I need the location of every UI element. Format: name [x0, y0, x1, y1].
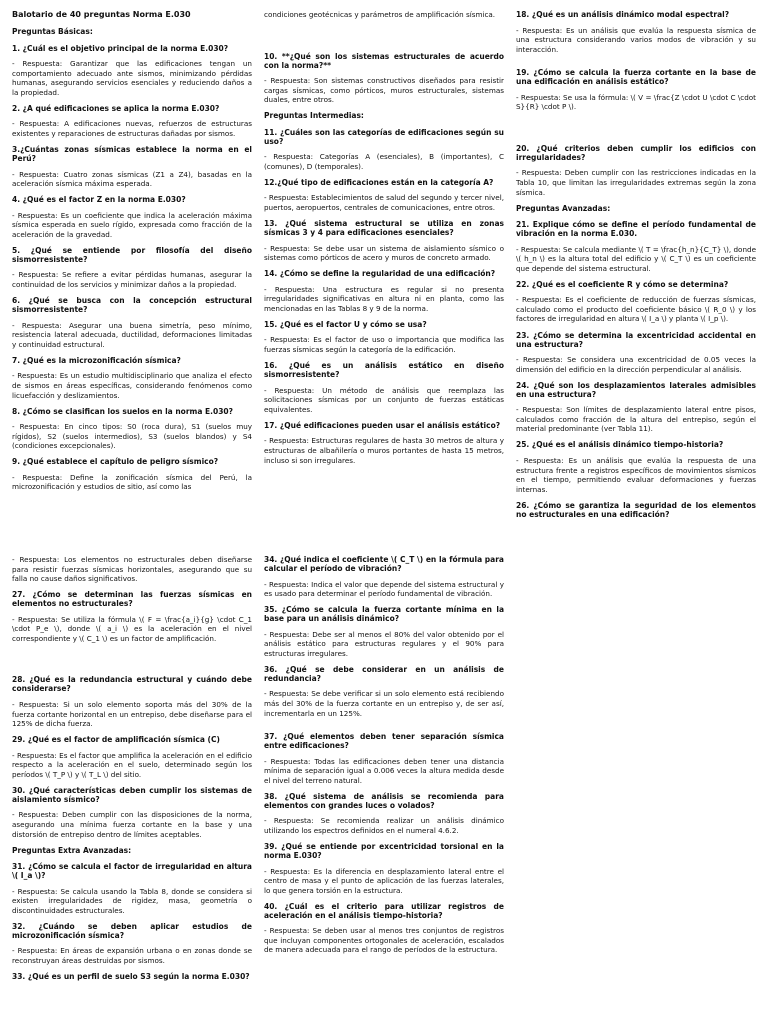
question-block-14	[264, 269, 504, 313]
answer-26: - Respuesta: Los elementos no estructurales deben diseñarse para resistir fuerzas sísmicas horizontales, asegurando que su falla no cause daños significativos.	[12, 555, 252, 584]
question-block-37	[264, 732, 504, 785]
question-block-25	[516, 440, 756, 494]
question-block-22	[516, 280, 756, 324]
answer-36: - Respuesta: Se debe verificar si un solo elemento está recibiendo más del 30% de la fuerza cortante en un entrepiso y, de ser así, incrementarla en un 125%.	[264, 689, 504, 718]
answer-15: - Respuesta: Es el factor de uso o importancia que modifica las fuerzas sísmicas según la categoría de la edificación.	[264, 335, 504, 355]
answer-21: - Respuesta: Se calcula mediante \( T = \frac{h_n}{C_T} \), donde \( h_n \) es la altura total del edificio y \( C_T \) es un coeficiente que depende del sistema estructural.	[516, 244, 756, 273]
answer-3: - Respuesta: Cuatro zonas sísmicas (Z1 a Z4), basadas en la aceleración sísmica máxima esperada.	[12, 169, 252, 189]
answer-23: - Respuesta: Se considera una excentricidad de 0.05 veces la dimensión del edificio en la dirección perpendicular al análisis.	[516, 355, 756, 374]
question-4: 4. ¿Qué es el factor Z en la norma E.030?	[12, 195, 186, 205]
question-block-34	[264, 555, 504, 599]
section-heading-extra-advanced: Preguntas Extra Avanzadas:	[12, 845, 132, 855]
question-block-8	[12, 407, 252, 451]
answer-7: - Respuesta: Es un estudio multidisciplinario que analiza el efecto de sismos en áreas específicas, considerando fenómenos como licuefacción y deslizamientos.	[12, 371, 252, 400]
question-block-32	[12, 922, 252, 966]
answer-34: - Respuesta: Indica el valor que depende del sistema estructural y es usado para determinar el período fundamental de vibración.	[264, 579, 504, 599]
section-heading-intermediate: Preguntas Intermedias:	[264, 111, 364, 121]
answer-31: - Respuesta: Se calcula usando la Tabla 8, donde se considera si existen irregularidades de rigidez, masa, geometría o discontinuidades estructurales.	[12, 886, 252, 915]
answer-32: - Respuesta: En áreas de expansión urbana o en zonas donde se reconstruyan áreas destruidas por sismos.	[12, 946, 252, 965]
question-block-10	[264, 52, 504, 105]
page1-column-1	[12, 10, 252, 498]
question-13: 13. ¿Qué sistema estructural se utiliza en zonas sísmicas 3 y 4 para edificaciones esenciales?	[264, 219, 504, 238]
answer-1: - Respuesta: Garantizar que las edificaciones tengan un comportamiento adecuado ante sismos, minimizando pérdidas humanas, asegurando servicios esenciales y reduciendo daños a la propiedad.	[12, 59, 252, 97]
question-20: 20. ¿Qué criterios deben cumplir los edificios con irregularidades?	[516, 143, 756, 162]
continued-text: condiciones geotécnicas y parámetros de amplificación sísmica.	[264, 10, 496, 19]
answer-20: - Respuesta: Deben cumplir con las restricciones indicadas en la Tabla 10, que limitan las irregularidades extremas según la zona sísmica.	[516, 168, 756, 197]
answer-2: - Respuesta: A edificaciones nuevas, refuerzos de estructuras existentes y reparaciones de estructuras dañadas por sismos.	[12, 119, 252, 138]
answer-27: - Respuesta: Se utiliza la fórmula \( F = \frac{a_i}{g} \cdot C_1 \cdot P_e \), donde \( a_i \) es la aceleración en el nivel correspondiente y \( C_1 \) es un factor de amplificación.	[12, 614, 252, 643]
question-block-31	[12, 862, 252, 915]
question-block-40	[264, 902, 504, 955]
answer-17: - Respuesta: Estructuras regulares de hasta 30 metros de altura y estructuras de albañilería o muros portantes de hasta 15 metros, incluso si son irregulares.	[264, 436, 504, 465]
question-block-1	[12, 44, 252, 98]
section-heading-advanced: Preguntas Avanzadas:	[516, 203, 611, 213]
question-block-18	[516, 10, 756, 54]
question-24: 24. ¿Qué son los desplazamientos laterales admisibles en una estructura?	[516, 380, 756, 399]
answer-5: - Respuesta: Se refiere a evitar pérdidas humanas, asegurar la continuidad de los servicios y minimizar daños a la propiedad.	[12, 270, 252, 290]
question-8: 8. ¿Cómo se clasifican los suelos en la norma E.030?	[12, 406, 233, 416]
question-3: 3.¿Cuántas zonas sísmicas establece la norma en el Perú?	[12, 145, 252, 164]
question-28: 28. ¿Qué es la redundancia estructural y cuándo debe considerarse?	[12, 675, 252, 694]
question-block-13	[264, 219, 504, 263]
question-27: 27. ¿Cómo se determinan las fuerzas sísmicas en elementos no estructurales?	[12, 590, 252, 609]
answer-6: - Respuesta: Asegurar una buena simetría, peso mínimo, resistencia lateral adecuada, ductilidad, deformaciones limitadas y continuidad estructural.	[12, 320, 252, 349]
page1-column-2	[264, 10, 504, 472]
question-block-24	[516, 381, 756, 434]
answer-28: - Respuesta: Si un solo elemento soporta más del 30% de la fuerza cortante horizontal en un entrepiso, debe diseñarse para el 125% de dicha fuerza.	[12, 699, 252, 729]
question-block-17	[264, 421, 504, 465]
question-40: 40. ¿Cuál es el criterio para utilizar registros de aceleración en el análisis tiempo-historia?	[264, 901, 504, 920]
question-block-39	[264, 842, 504, 895]
question-block-6	[12, 296, 252, 349]
question-block-12	[264, 178, 504, 213]
question-6: 6. ¿Qué se busca con la concepción estructural sismorresistente?	[12, 296, 252, 315]
question-19: 19. ¿Cómo se calcula la fuerza cortante en la base de una edificación en análisis estático?	[516, 68, 756, 87]
answer-13: - Respuesta: Se debe usar un sistema de aislamiento sísmico o sistemas como pórticos de acero y muros de concreto armado.	[264, 243, 504, 263]
question-10: 10. **¿Qué son los sistemas estructurales de acuerdo con la norma?**	[264, 51, 504, 70]
answer-30: - Respuesta: Deben cumplir con las disposiciones de la norma, asegurando una mínima fuerza cortante en la base y una distorsión de entrepiso dentro de límites aceptables.	[12, 810, 252, 839]
question-block-36	[264, 665, 504, 718]
question-16: 16. ¿Qué es un análisis estático en diseño sismorresistente?	[264, 361, 504, 380]
question-22: 22. ¿Qué es el coeficiente R y cómo se determina?	[516, 279, 729, 289]
question-block-5	[12, 246, 252, 290]
question-21: 21. Explique cómo se define el período fundamental de vibración en la norma E.030.	[516, 220, 756, 239]
answer-29: - Respuesta: Es el factor que amplifica la aceleración en el edificio respecto a la aceleración en el suelo, determinado según los períodos \( T_P \) y \( T_L \) del sitio.	[12, 750, 252, 779]
question-block-29	[12, 735, 252, 779]
answer-40: - Respuesta: Se deben usar al menos tres conjuntos de registros que incluyan componentes ortogonales de aceleración, escalados de manera adecuada para el rango de períodos de la estructura.	[264, 926, 504, 955]
question-1: 1. ¿Cuál es el objetivo principal de la norma E.030?	[12, 43, 229, 53]
page2-column-2	[264, 555, 504, 961]
answer-9: - Respuesta: Define la zonificación sísmica del Perú, la microzonificación y estudios de sitio, así como las	[12, 472, 252, 492]
question-26: 26. ¿Cómo se garantiza la seguridad de los elementos no estructurales en una edificación?	[516, 500, 756, 519]
answer-8: - Respuesta: En cinco tipos: S0 (roca dura), S1 (suelos muy rígidos), S2 (suelos intermedios), S3 (suelos blandos) y S4 (condiciones excepcionales).	[12, 422, 252, 451]
page2-column-1	[12, 555, 252, 988]
question-25: 25. ¿Qué es el análisis dinámico tiempo-historia?	[516, 440, 724, 450]
question-block-33	[12, 972, 252, 981]
question-33: 33. ¿Qué es un perfil de suelo S3 según la norma E.030?	[12, 972, 250, 982]
question-11: 11. ¿Cuáles son las categorías de edificaciones según su uso?	[264, 127, 504, 146]
question-block-7	[12, 356, 252, 400]
question-14: 14. ¿Cómo se define la regularidad de una edificación?	[264, 269, 496, 279]
question-block-30	[12, 786, 252, 839]
question-block-3	[12, 145, 252, 189]
section-heading-basic: Preguntas Básicas:	[12, 27, 93, 37]
answer-25: - Respuesta: Es un análisis que evalúa la respuesta de una estructura frente a registros específicos de movimientos sísmicos en el tiempo, permitiendo evaluar deformaciones y fuerzas internas.	[516, 455, 756, 494]
question-23: 23. ¿Cómo se determina la excentricidad accidental en una estructura?	[516, 330, 756, 349]
answer-35: - Respuesta: Debe ser al menos el 80% del valor obtenido por el análisis estático para estructuras regulares y el 90% para estructuras irregulares.	[264, 629, 504, 658]
question-34: 34. ¿Qué indica el coeficiente \( C_T \) en la fórmula para calcular el período de vibración?	[264, 555, 504, 573]
question-15: 15. ¿Qué es el factor U y cómo se usa?	[264, 319, 427, 329]
answer-19: - Respuesta: Se usa la fórmula: \( V = \frac{Z \cdot U \cdot C \cdot S}{R} \cdot P \).	[516, 92, 756, 112]
question-block-4	[12, 195, 252, 239]
question-30: 30. ¿Qué características deben cumplir los sistemas de aislamiento sísmico?	[12, 785, 252, 804]
question-block-11	[264, 128, 504, 172]
question-block-35	[264, 605, 504, 658]
answer-22: - Respuesta: Es el coeficiente de reducción de fuerzas sísmicas, calculado como el producto del coeficiente básico \( R_0 \) y los factores de irregularidad en altura \( I_a \) y planta \( I_p \).	[516, 295, 756, 324]
question-31: 31. ¿Cómo se calcula el factor de irregularidad en altura \( I_a \)?	[12, 862, 252, 881]
question-block-15	[264, 320, 504, 355]
question-12: 12.¿Qué tipo de edificaciones están en la categoría A?	[264, 177, 494, 187]
question-block-9	[12, 457, 252, 492]
answer-10: - Respuesta: Son sistemas constructivos diseñados para resistir cargas sísmicas, como pórticos, muros estructurales, sistemas duales, entre otros.	[264, 76, 504, 105]
answer-24: - Respuesta: Son límites de desplazamiento lateral entre pisos, calculados como fracción de la altura del entrepiso, según el material predominante (ver Tabla 11).	[516, 405, 756, 434]
question-block-20	[516, 144, 756, 197]
answer-14: - Respuesta: Una estructura es regular si no presenta irregularidades significativas en altura ni en planta, como las mencionadas en las Tablas 8 y 9 de la norma.	[264, 284, 504, 313]
question-35: 35. ¿Cómo se calcula la fuerza cortante mínima en la base para un análisis dinámico?	[264, 605, 504, 624]
question-block-26	[516, 501, 756, 519]
question-38: 38. ¿Qué sistema de análisis se recomienda para elementos con grandes luces o volados?	[264, 791, 504, 810]
answer-39: - Respuesta: Es la diferencia en desplazamiento lateral entre el centro de masa y el punto de aplicación de las fuerzas laterales, lo que genera torsión en la estructura.	[264, 866, 504, 895]
question-block-21	[516, 220, 756, 273]
question-36: 36. ¿Qué se debe considerar en un análisis de redundancia?	[264, 664, 504, 683]
answer-37: - Respuesta: Todas las edificaciones deben tener una distancia mínima de separación igual a 0.006 veces la altura medida desde el nivel del terreno natural.	[264, 756, 504, 785]
answer-18: - Respuesta: Es un análisis que evalúa la respuesta sísmica de una estructura considerando varios modos de vibración y su interacción.	[516, 25, 756, 54]
question-9: 9. ¿Qué establece el capítulo de peligro sísmico?	[12, 457, 219, 467]
document-title: Balotario de 40 preguntas Norma E.030	[12, 10, 191, 19]
question-block-28	[12, 675, 252, 728]
question-block-19	[516, 68, 756, 112]
question-5: 5. ¿Qué se entiende por filosofía del diseño sismorresistente?	[12, 245, 252, 264]
question-37: 37. ¿Qué elementos deben tener separación sísmica entre edificaciones?	[264, 732, 504, 751]
question-39: 39. ¿Qué se entiende por excentricidad torsional en la norma E.030?	[264, 842, 504, 861]
question-block-23	[516, 331, 756, 375]
question-7: 7. ¿Qué es la microzonificación sísmica?	[12, 355, 181, 365]
answer-11: - Respuesta: Categorías A (esenciales), B (importantes), C (comunes), D (temporales).	[264, 152, 504, 171]
answer-16: - Respuesta: Un método de análisis que reemplaza las solicitaciones sísmicas por un conjunto de fuerzas estáticas equivalentes.	[264, 385, 504, 414]
question-2: 2. ¿A qué edificaciones se aplica la norma E.030?	[12, 103, 220, 113]
page1-column-3	[516, 10, 756, 525]
question-32: 32. ¿Cuándo se deben aplicar estudios de microzonificación sísmica?	[12, 921, 252, 940]
answer-38: - Respuesta: Se recomienda realizar un análisis dinámico utilizando los espectros definidos en el numeral 4.6.2.	[264, 816, 504, 835]
question-block-38	[264, 792, 504, 836]
answer-4: - Respuesta: Es un coeficiente que indica la aceleración máxima sísmica esperada en suelo rígido, expresada como fracción de la aceleración de la gravedad.	[12, 210, 252, 239]
answer-12: - Respuesta: Establecimientos de salud del segundo y tercer nivel, puertos, aeropuertos, centrales de comunicaciones, entre otros.	[264, 193, 504, 213]
question-17: 17. ¿Qué edificaciones pueden usar el análisis estático?	[264, 420, 501, 430]
question-block-2	[12, 104, 252, 139]
question-block-16	[264, 361, 504, 414]
question-18: 18. ¿Qué es un análisis dinámico modal espectral?	[516, 10, 730, 19]
question-29: 29. ¿Qué es el factor de amplificación sísmica (C)	[12, 735, 220, 745]
question-block-27	[12, 590, 252, 643]
